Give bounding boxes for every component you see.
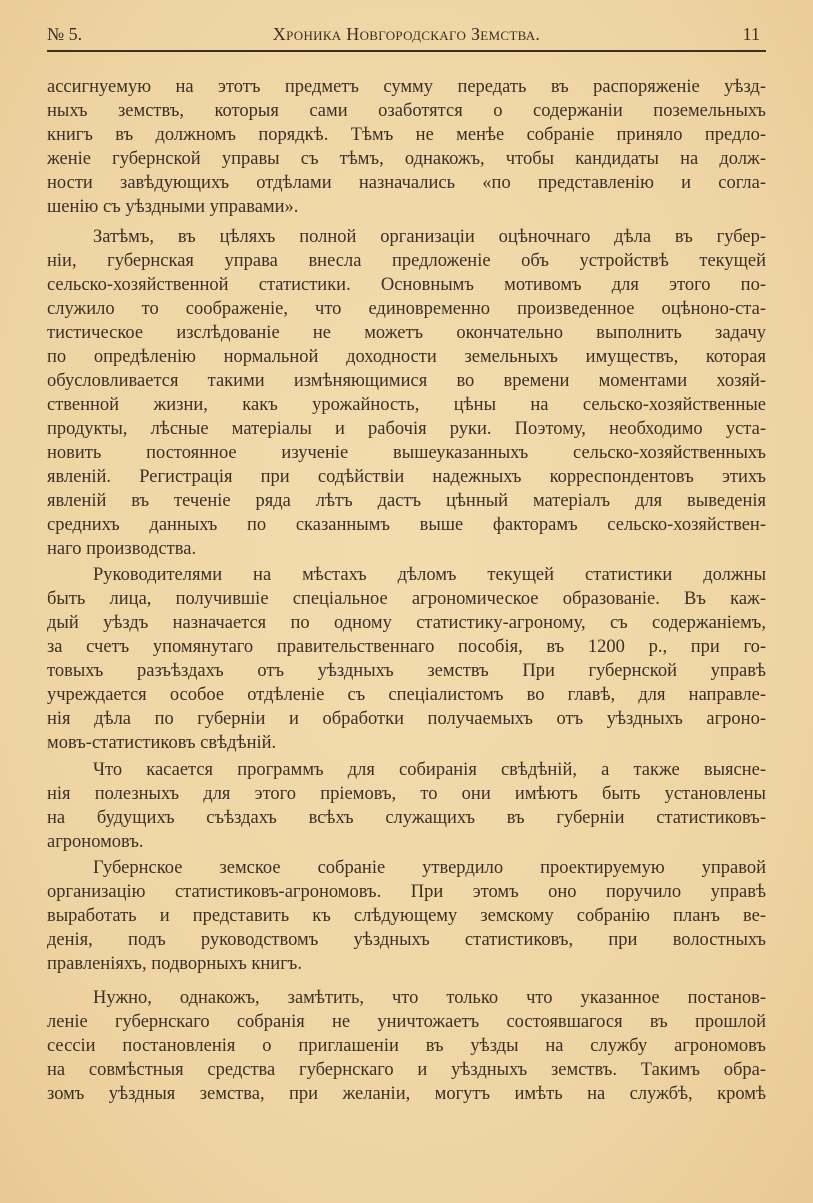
text-line: ныхъ земствъ, которыя сами озаботятся о содержаніи поземельныхъ [47,101,766,121]
text-line: продукты, лѣсные матеріалы и рабочія руки. Поэтому, необходимо уста- [47,419,766,439]
running-header [47,24,766,50]
text-line: Руководителями на мѣстахъ дѣломъ текущей статистики должны [93,565,766,585]
text-line: леніе губернскаго собранія не уничтожаетъ состоявшагося въ прошлой [47,1012,766,1032]
text-line: на будущихъ съѣздахъ всѣхъ служащихъ въ губерніи статистиковъ- [47,808,766,828]
issue-number: № 5. [47,24,83,44]
text-line: быть лица, получившіе спеціальное агрономическое образованіе. Въ каж- [47,589,766,609]
text-line: нія дѣла по губерніи и обработки получаемыхъ отъ уѣздныхъ агроно- [47,709,766,729]
text-line: мовъ-статистиковъ свѣдѣній. [47,733,277,753]
text-line: сессіи постановленія о приглашеніи въ уѣзды на службу агрономовъ [47,1036,766,1056]
text-line: ности завѣдующихъ отдѣлами назначались «по представленію и согла- [47,173,766,193]
text-line: Что касается программъ для собиранія свѣдѣній, а также выясне- [93,760,766,780]
text-line: Нужно, однакожъ, замѣтить, что только что указанное постанов- [93,988,766,1008]
text-line: ніи, губернская управа внесла предложеніе объ устройствѣ текущей [47,251,766,271]
text-line: явленій. Регистрація при содѣйствіи надежныхъ корреспондентовъ этихъ [47,467,766,487]
text-line: нія полезныхъ для этого пріемовъ, то они имѣютъ быть установлены [47,784,766,804]
text-line: книгъ въ должномъ порядкѣ. Тѣмъ не менѣе собраніе приняло предло- [47,125,766,145]
text-line: среднихъ данныхъ по сказаннымъ выше факторамъ сельско-хозяйствен- [47,515,766,535]
text-line: правленіяхъ, подворныхъ книгъ. [47,954,302,974]
paragraph [47,563,766,755]
text-line: агрономовъ. [47,832,144,852]
text-line: ственной жизни, какъ урожайность, цѣны на сельско-хозяйственные [47,395,766,415]
text-line: организацію статистиковъ-агрономовъ. При этомъ оно поручило управѣ [47,882,766,902]
text-line: за счетъ упомянутаго правительственнаго пособія, въ 1200 р., при го- [47,637,766,657]
text-line: зомъ уѣздныя земства, при желаніи, могутъ имѣть на службѣ, кромѣ [47,1084,766,1104]
paragraph [47,75,766,219]
header-rule [47,50,766,52]
paragraph [47,225,766,561]
text-line: дый уѣздъ назначается по одному статистику-агроному, съ содержаніемъ, [47,613,766,633]
paragraph [47,856,766,976]
text-line: новить постоянное изученіе вышеуказанныхъ сельско-хозяйственныхъ [47,443,766,463]
text-line: обусловливается такими измѣняющимися во времени моментами хозяй- [47,371,766,391]
text-line: наго производства. [47,539,197,559]
text-line: явленій въ теченіе ряда лѣтъ дастъ цѣнный матеріалъ для выведенія [47,491,766,511]
text-line: товыхъ разъѣздахъ отъ уѣздныхъ земствъ При губернской управѣ [47,661,766,681]
text-line: ассигнуемую на этотъ предметъ сумму передать въ распоряженіе уѣзд- [47,77,766,97]
text-line: денія, подъ руководствомъ уѣздныхъ статистиковъ, при волостныхъ [47,930,766,950]
text-line: по опредѣленію нормальной доходности земельныхъ имуществъ, которая [47,347,766,367]
text-line: выработать и представить къ слѣдующему земскому собранію планъ ве- [47,906,766,926]
text-line: тистическое изслѣдованіе не можетъ окончательно выполнить задачу [47,323,766,343]
text-line: женіе губернской управы съ тѣмъ, однакожъ, чтобы кандидаты на долж- [47,149,766,169]
text-line: шенію съ уѣздными управами». [47,197,299,217]
text-line: сельско-хозяйственной статистики. Основнымъ мотивомъ для этого по- [47,275,766,295]
paragraph [47,758,766,854]
text-line: на совмѣстныя средства губернскаго и уѣздныхъ земствъ. Такимъ обра- [47,1060,766,1080]
paragraph [47,986,766,1106]
text-line: учреждается особое отдѣленіе съ спеціалистомъ во главѣ, для направле- [47,685,766,705]
text-line: служило то соображеніе, что единовременно произведенное оцѣноно-ста- [47,299,766,319]
text-line: Губернское земское собраніе утвердило проектируемую управой [93,858,766,878]
journal-title: Хроника Новгородскаго Земства. [272,24,541,44]
page-number: 11 [742,24,760,44]
text-line: Затѣмъ, въ цѣляхъ полной организаціи оцѣночнаго дѣла въ губер- [93,227,766,247]
